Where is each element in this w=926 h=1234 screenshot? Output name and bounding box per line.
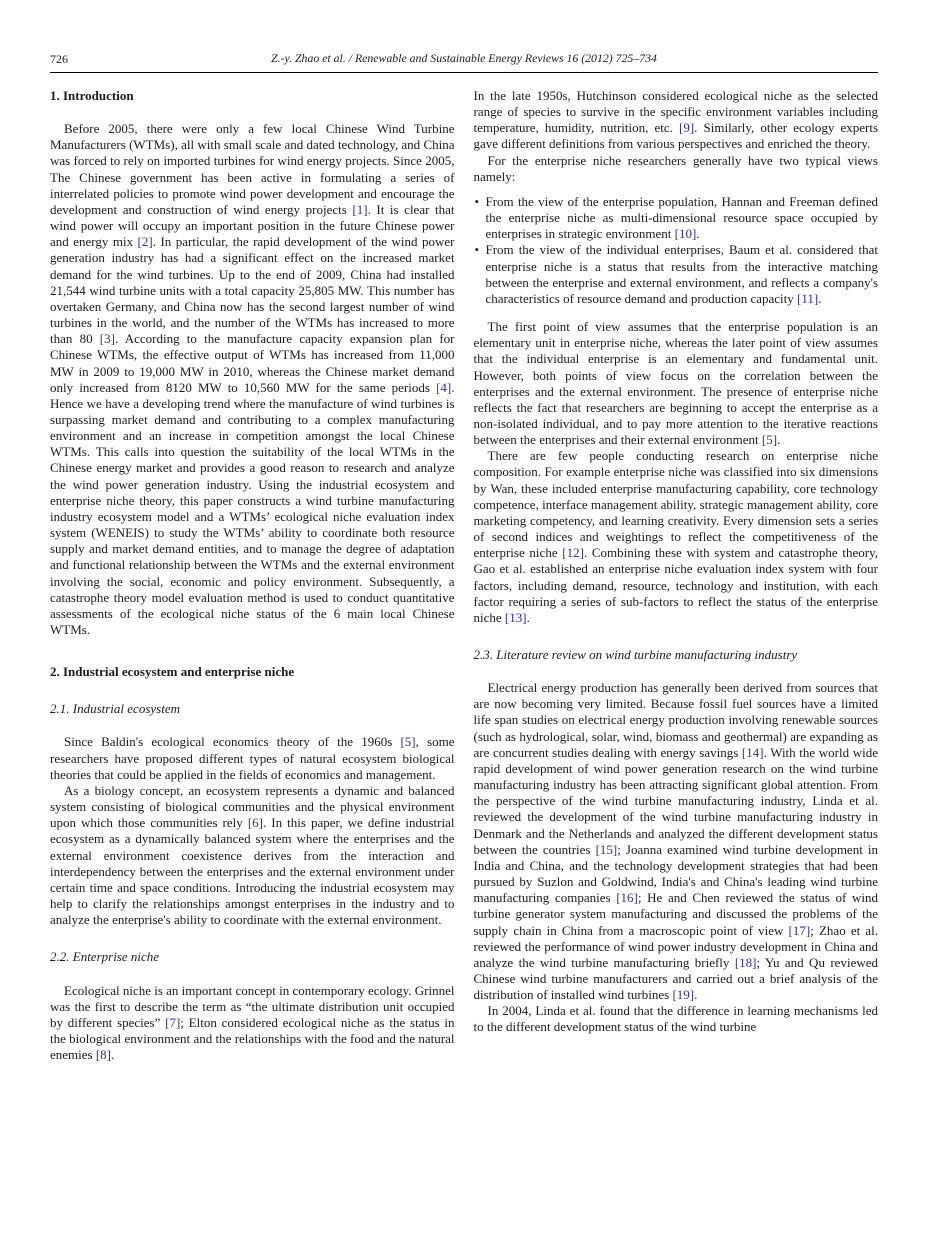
citation-ref[interactable]: [6] bbox=[247, 815, 263, 831]
citation-ref[interactable]: [3] bbox=[99, 331, 115, 347]
two-column-body bbox=[50, 88, 878, 1063]
section-heading: 2. Industrial ecosystem and enterprise niche bbox=[50, 664, 295, 680]
page-header bbox=[50, 51, 878, 66]
left-column bbox=[50, 88, 455, 1063]
paragraph: Since Baldin's ecological economics theory of the 1960s [5], some researchers have proposed different types of natural ecosystem biological theories that could be applied in the fields of economics and management. bbox=[50, 734, 455, 782]
subsection-heading: 2.1. Industrial ecosystem bbox=[50, 701, 180, 717]
citation-ref[interactable]: [8] bbox=[95, 1047, 112, 1063]
paragraph: Before 2005, there were only a few local Chinese Wind Turbine Manufacturers (WTMs), all with small scale and dated technology, and China was forced to rely on imported turbines for wind energy projects. Since 2005, The Chinese government has been active in formulating a series of interrelated policies to promote wind power development and encourage the development and construction of wind energy projects [1]. It is clear that wind power will occupy an important position in the future Chinese power and energy mix [2]. In particular, the rapid development of the wind power generation industry has had a significant effect on the increased market demand for the wind turbines. Up to the end of 2009, China had installed 21,544 wind turbine units with a total capacity 25,805 MW. This number has overtaken Germany, and China now has the second largest number of wind turbines in the world, and the number of the WTMs has increased to more than 80 [3]. According to the manufacture capacity expansion plan for Chinese WTMs, the effective output of WTMs has increased from 11,000 MW in 2009 to 19,000 MW in 2010, whereas the Chinese market demand only increased from 8120 MW to 10,560 MW for the same periods [4]. Hence we have a developing trend where the manufacture of wind turbines is surpassing market demand and contributing to a complex manufacturing environment and an increase in competition amongst the local Chinese WTMs. This calls into question the suitability of the local WTMs in the Chinese energy market and provides a good reason to research and analyze the wind power generation industry. Using the industrial ecosystem and enterprise niche theory, this paper constructs a wind turbine manufacturing industry ecosystem model and a WTMs’ ecological niche evaluation index system (WENEIS) to study the WTMs’ ability to coordinate both resource supply and market demand entities, and to manage the degree of adaptation and functional relationship between the WTMs and the external environment involving the social, economic and policy environment. Subsequently, a catastrophe theory model evaluation method is used to conduct quantitative assessments of the ecological niche status of the 6 main local Chinese WTMs. bbox=[50, 121, 455, 637]
paragraph: Electrical energy production has generally been derived from sources that are now becoming very limited. Because fossil fuel sources have a limited life span studies on electrical energy production involving renewable sources (such as hydrological, solar, wind, biomass and geothermal) are expanding as are concurrent studies dealing with energy savings [14]. With the world wide rapid development of wind power generation research on the wind turbine manufacturing industry has been attracting significant global attention. From the perspective of the wind turbine manufacturing industry, Linda et al. reviewed the development of the wind turbine manufacturing industry in Denmark and the Netherlands and analyzed the different development status between the countries [15]; Joanna examined wind turbine development in India and China, and the technology development strategies that had been pursued by Suzlon and Goldwind, India's and China's leading wind turbine manufacturing companies [16]; He and Chen reviewed the status of wind turbine generator system manufacturing and discussed the problems of the supply chain in China from a macroscopic point of view [17]; Zhao et al. reviewed the performance of wind power industry development in China and analyze the wind turbine manufacturing briefly [18]; Yu and Qu reviewed Chinese wind turbine manufacturers and carried out a brief analysis of the distribution of installed wind turbines [19]. bbox=[473, 680, 879, 1003]
bullet-list bbox=[474, 194, 879, 307]
citation-ref[interactable]: [13] bbox=[504, 609, 527, 625]
paragraph: Ecological niche is an important concept in contemporary ecology. Grinnel was the first to describe the term as “the ultimate distribution unit occupied by different species” [7]; Elton considered ecological niche as the status in the biological environment and the relationships with the food and the natural enemies [8]. bbox=[50, 982, 455, 1063]
citation-ref[interactable]: [16] bbox=[616, 890, 638, 906]
header-rule bbox=[50, 72, 878, 73]
subsection-heading: 2.2. Enterprise niche bbox=[50, 949, 160, 965]
paragraph: There are few people conducting research on enterprise niche composition. For example enterprise niche was classified into six dimensions by Wan, these included enterprise manufacturing capability, core technology competence, interface management ability, strategic management ability, core marketing competency, and learning creativity. Every dimension sets a series of second indices and weightings to reflect the competitiveness of the enterprise niche [12]. Combining these with system and catastrophe theory, Gao et al. established an enterprise niche evaluation index system with four factors, including demand, resource, technology and institution, with each factor requiring a series of sub-factors to reflect the status of the enterprise niche [13]. bbox=[473, 448, 878, 625]
paragraph: The first point of view assumes that the enterprise population is an elementary unit in enterprise niche, whereas the later point of view assumes that the individual enterprise is an elementary and fundamental unit. However, both points of view focus on the correlation between the enterprises and the external environment. The presence of enterprise niche reflects the fact that researchers are beginning to accept the enterprise as a non-isolated individual, and to pay more attention to the iterative reactions between the enterprises and their external environment [5]. bbox=[473, 319, 878, 448]
bullet-item: • From the view of the enterprise population, Hannan and Freeman defined the enterprise niche as multi-dimensional resource space occupied by enterprises in strategic environment [10]. bbox=[474, 194, 879, 242]
subsection-heading: 2.3. Literature review on wind turbine manufacturing industry bbox=[473, 647, 798, 662]
citation-ref[interactable]: [11] bbox=[797, 290, 819, 306]
citation-ref[interactable]: [15] bbox=[595, 841, 618, 857]
right-column bbox=[474, 88, 879, 1036]
paragraph: For the enterprise niche researchers generally have two typical views namely: bbox=[473, 152, 878, 184]
citation-ref[interactable]: [12] bbox=[562, 545, 584, 561]
bullet-item: • From the view of the individual enterprises, Baum et al. considered that enterprise niche is a status that results from the interactive matching between the enterprise and external environment, and reflects a company's characteristics of resource demand and production capacity [11]. bbox=[474, 242, 879, 307]
citation-ref[interactable]: [9] bbox=[679, 120, 695, 136]
section-heading: 1. Introduction bbox=[50, 88, 134, 103]
citation-ref[interactable]: [4] bbox=[436, 379, 452, 395]
running-title: Z.-y. Zhao et al. / Renewable and Sustainable Energy Reviews 16 (2012) 725–734 bbox=[271, 51, 657, 65]
paragraph: In 2004, Linda et al. found that the difference in learning mechanisms led to the different development status of the wind turbine bbox=[473, 1003, 878, 1035]
citation-ref[interactable]: [5] bbox=[761, 432, 778, 448]
citation-ref[interactable]: [7] bbox=[165, 1014, 181, 1030]
citation-ref[interactable]: [2] bbox=[137, 234, 153, 250]
citation-ref[interactable]: [5] bbox=[400, 734, 416, 750]
citation-ref[interactable]: [14] bbox=[741, 744, 764, 760]
paragraph: As a biology concept, an ecosystem represents a dynamic and balanced system consisting of biological communities and the physical environment upon which those communities rely [6]. In this paper, we define industrial ecosystem as a dynamically balanced system where the enterprises and the external environment coexistence derives from the interaction and interdependency between the enterprises and the external environment under certain time and space conditions. Introducing the industrial ecosystem may help to clarify the relationships amongst enterprises in the industry and to analyze the enterprise's ability to coordinate with the external environment. bbox=[50, 782, 455, 928]
paragraph: In the late 1950s, Hutchinson considered ecological niche as the selected range of species to survive in the specific environment variables including temperature, humidity, nutrition, etc. [9]. Similarly, other ecology experts gave different definitions from various perspectives and enriched the theory. bbox=[473, 88, 879, 152]
citation-ref[interactable]: [10] bbox=[674, 226, 697, 242]
citation-ref[interactable]: [17] bbox=[788, 922, 811, 938]
citation-ref[interactable]: [18] bbox=[734, 954, 757, 970]
page-number: 726 bbox=[50, 52, 68, 66]
citation-ref[interactable]: [19] bbox=[672, 987, 695, 1003]
citation-ref[interactable]: [1] bbox=[352, 201, 368, 217]
